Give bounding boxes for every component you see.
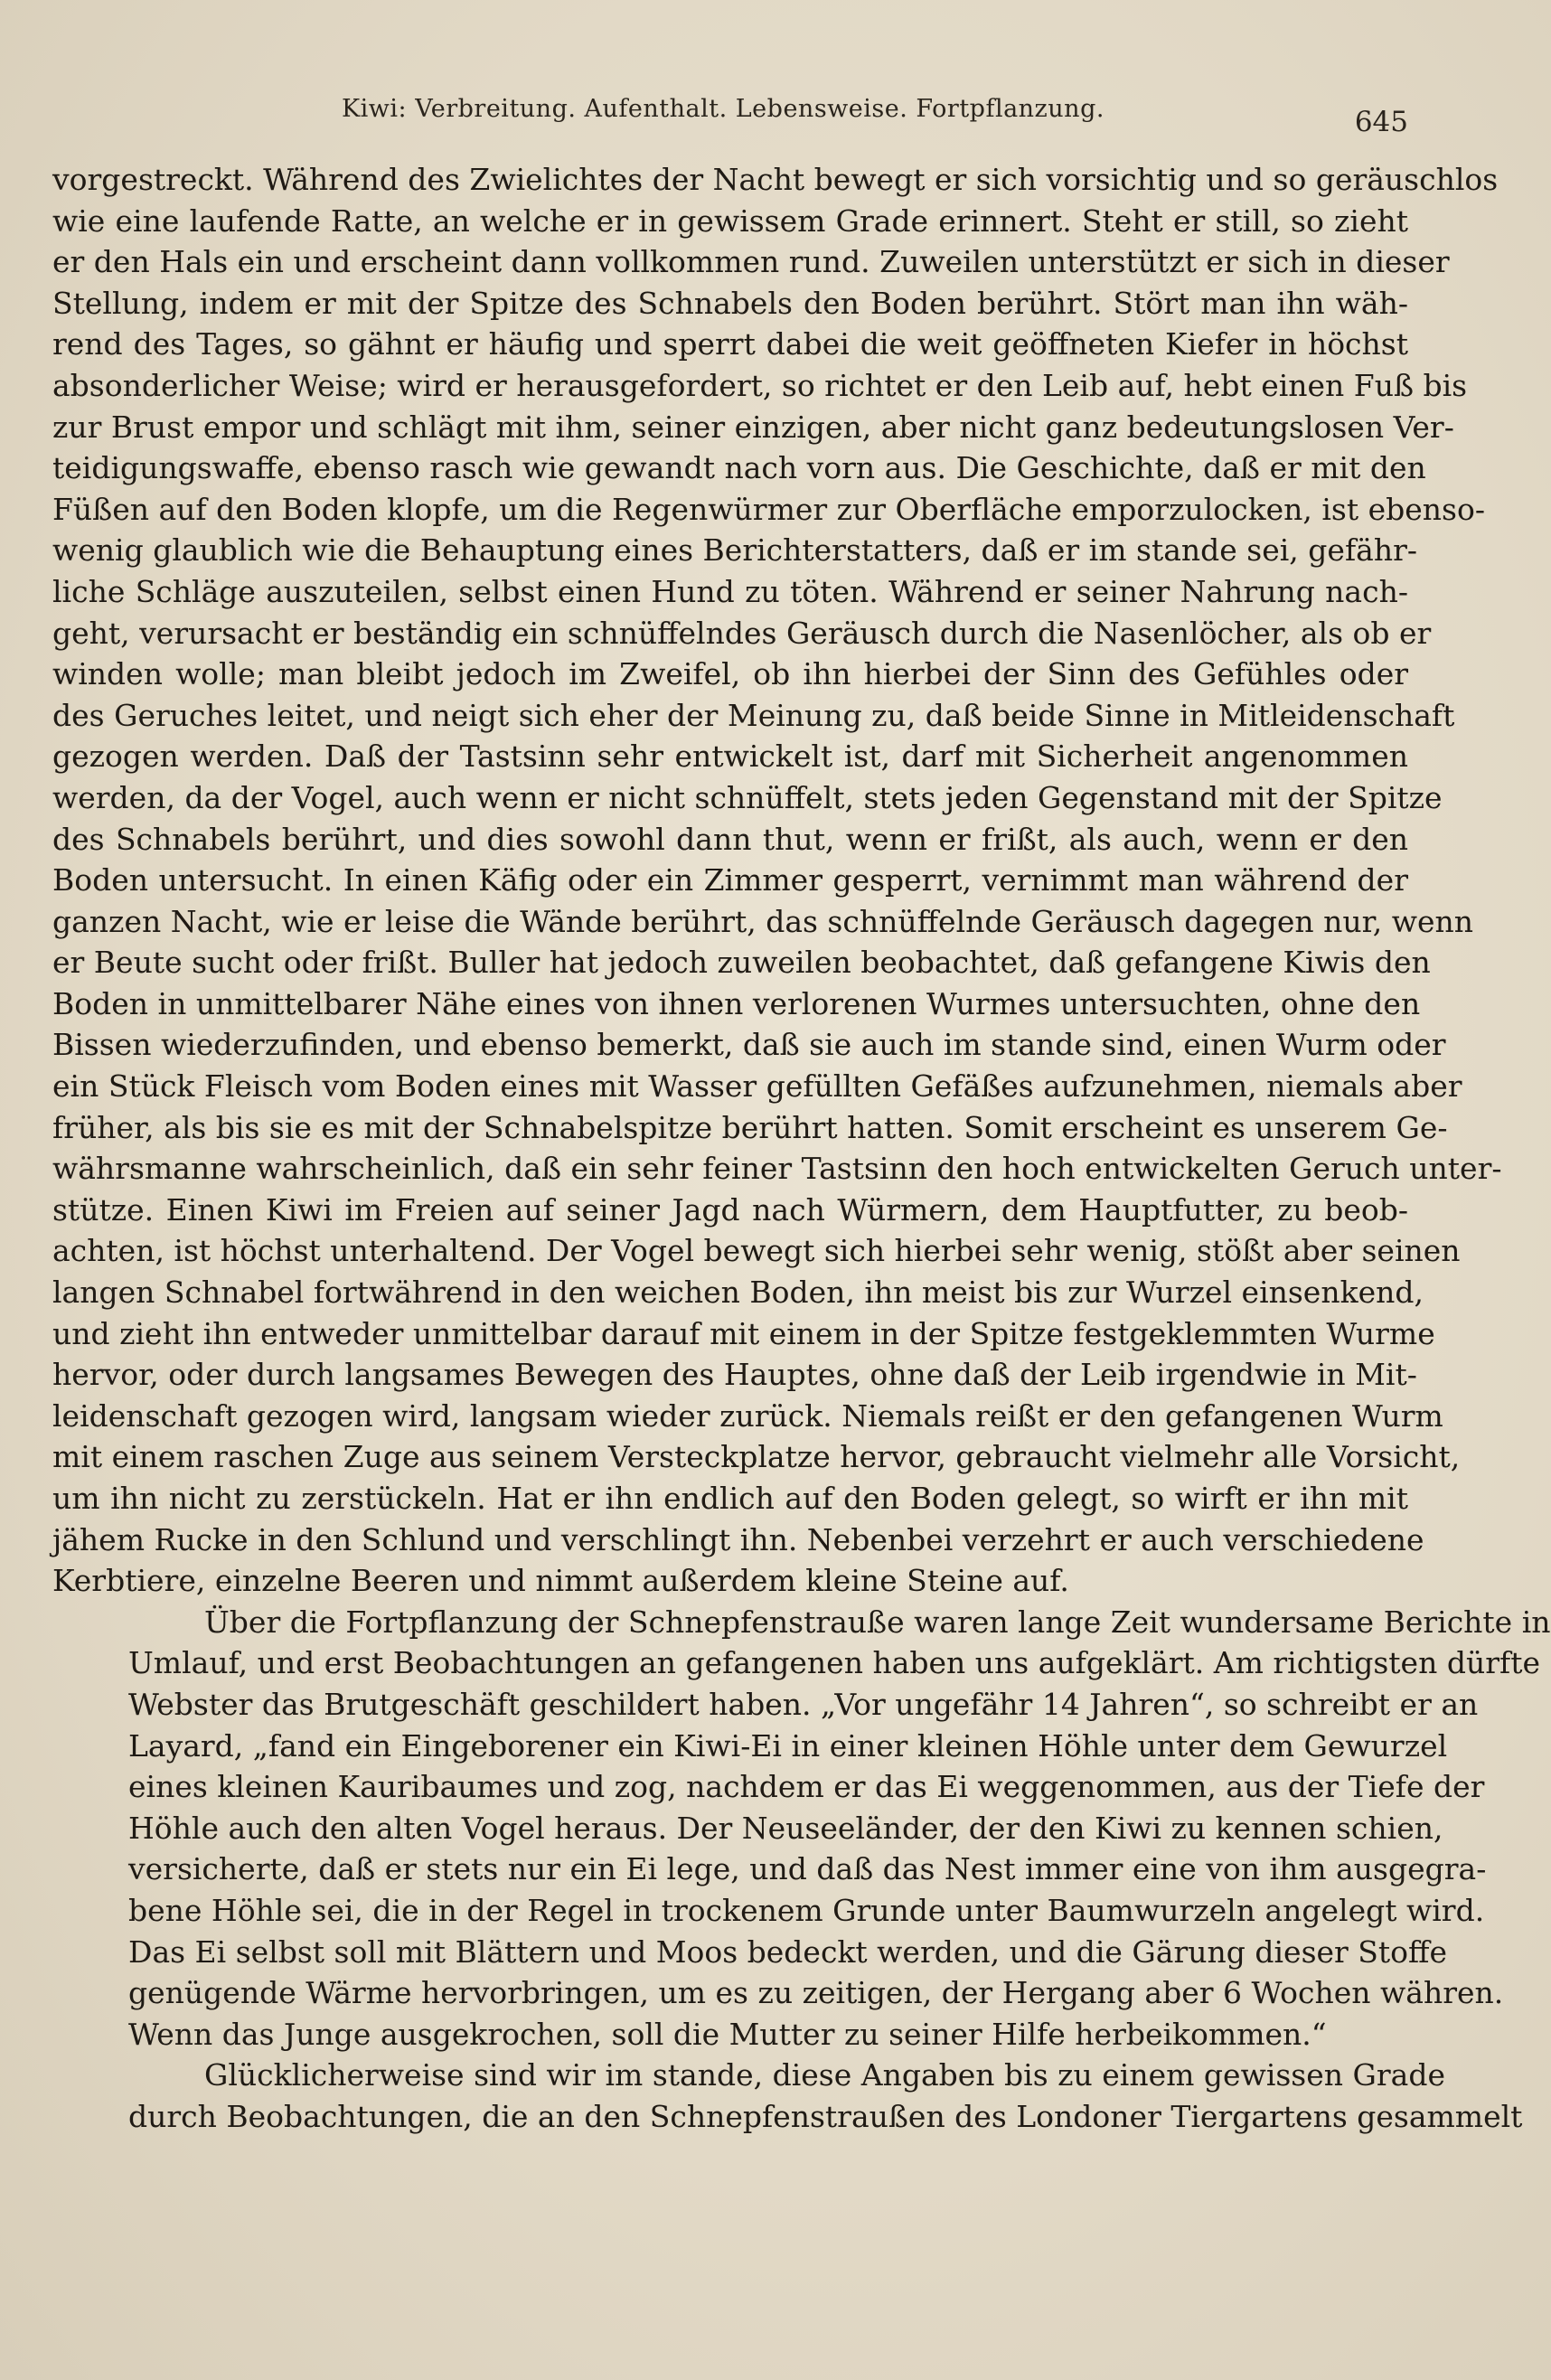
text-line: Webster das Brutgeschäft geschildert haben. „Vor ungefähr 14 Jahren“, so schreibt er an: [128, 1686, 1479, 1722]
text-line: des Schnabels berührt, und dies sowohl dann thut, wenn er frißt, als auch, wenn er den: [52, 821, 1408, 857]
text-line: er Beute sucht oder frißt. Buller hat jedoch zuweilen beobachtet, daß gefangene Kiwis den: [52, 945, 1431, 981]
text-line: Über die Fortpflanzung der Schnepfenstrauße waren lange Zeit wundersame Berichte in: [204, 1604, 1551, 1640]
text-line: Umlauf, und erst Beobachtungen an gefangenen haben uns aufgeklärt. Am richtigsten dürfte: [128, 1645, 1540, 1681]
text-line: wenig glaublich wie die Behauptung eines Berichterstatters, daß er im stande sei, gefähr-: [52, 532, 1418, 569]
running-title: Kiwi: Verbreitung. Aufenthalt. Lebensweise. Fortpflanzung.: [342, 95, 1104, 123]
text-line: Boden in unmittelbarer Nähe eines von ihnen verlorenen Wurmes untersuchten, ohne den: [52, 985, 1421, 1021]
text-line: Kerbtiere, einzelne Beeren und nimmt außerdem kleine Steine auf.: [52, 1563, 1069, 1599]
text-line: früher, als bis sie es mit der Schnabelspitze berührt hatten. Somit erscheint es unserem Ge-: [52, 1109, 1448, 1145]
body-text: [52, 159, 1551, 2138]
text-line: jähem Rucke in den Schlund und verschlingt ihn. Nebenbei verzehrt er auch verschiedene: [52, 1521, 1424, 1557]
text-line: er den Hals ein und erscheint dann vollkommen rund. Zuweilen unterstützt er sich in dieser: [52, 244, 1450, 280]
text-line: genügende Wärme hervorbringen, um es zu zeitigen, der Hergang aber 6 Wochen währen.: [128, 1975, 1504, 2011]
text-line: winden wolle; man bleibt jedoch im Zweifel, ob ihn hierbei der Sinn des Gefühles oder: [52, 656, 1408, 692]
text-line: leidenschaft gezogen wird, langsam wieder zurück. Niemals reißt er den gefangenen Wurm: [52, 1397, 1443, 1434]
page-number: 645: [1354, 106, 1408, 138]
text-line: stütze. Einen Kiwi im Freien auf seiner Jagd nach Würmern, dem Hauptfutter, zu beob-: [52, 1191, 1408, 1228]
text-line: rend des Tages, so gähnt er häufig und sperrt dabei die weit geöffneten Kiefer in höchst: [52, 326, 1408, 362]
text-line: Bissen wiederzufinden, und ebenso bemerkt, daß sie auch im stande sind, einen Wurm oder: [52, 1027, 1446, 1063]
text-line: absonderlicher Weise; wird er herausgefordert, so richtet er den Leib auf, hebt einen Fuß bis: [52, 367, 1468, 403]
text-line: Boden untersucht. In einen Käfig oder ein Zimmer gesperrt, vernimmt man während der: [52, 862, 1408, 898]
text-line: währsmanne wahrscheinlich, daß ein sehr feiner Tastsinn den hoch entwickelten Geruch unter-: [52, 1151, 1502, 1187]
text-line: vorgestreckt. Während des Zwielichtes der Nacht bewegt er sich vorsichtig und so geräuschlos: [52, 162, 1499, 197]
text-line: Höhle auch den alten Vogel heraus. Der Neuseeländer, der den Kiwi zu kennen schien,: [128, 1810, 1443, 1846]
text-line: Glücklicherweise sind wir im stande, diese Angaben bis zu einem gewissen Grade: [204, 2057, 1445, 2093]
text-line: gezogen werden. Daß der Tastsinn sehr entwickelt ist, darf mit Sicherheit angenommen: [52, 738, 1408, 775]
text-line: werden, da der Vogel, auch wenn er nicht schnüffelt, stets jeden Gegenstand mit der Spitze: [52, 779, 1443, 815]
text-line: Layard, „fand ein Eingeborener ein Kiwi-Ei in einer kleinen Höhle unter dem Gewurzel: [128, 1727, 1448, 1764]
text-line: des Geruches leitet, und neigt sich eher der Meinung zu, daß beide Sinne in Mitleidenschaft: [52, 697, 1455, 733]
text-line: liche Schläge auszuteilen, selbst einen Hund zu töten. Während er seiner Nahrung nach-: [52, 573, 1408, 609]
text-line: um ihn nicht zu zerstückeln. Hat er ihn endlich auf den Boden gelegt, so wirft er ihn mit: [52, 1481, 1408, 1516]
text-line: eines kleinen Kauribaumes und zog, nachdem er das Ei weggenommen, aus der Tiefe der: [128, 1769, 1485, 1805]
text-line: ganzen Nacht, wie er leise die Wände berührt, das schnüffelnde Geräusch dagegen nur, wenn: [52, 903, 1474, 939]
text-line: langen Schnabel fortwährend in den weichen Boden, ihn meist bis zur Wurzel einsenkend,: [52, 1275, 1424, 1311]
text-line: ein Stück Fleisch vom Boden eines mit Wasser gefüllten Gefäßes aufzunehmen, niemals aber: [52, 1068, 1462, 1105]
text-line: mit einem raschen Zuge aus seinem Versteckplatze hervor, gebraucht vielmehr alle Vorsicht,: [52, 1439, 1461, 1475]
text-line: bene Höhle sei, die in der Regel in trockenem Grunde unter Baumwurzeln angelegt wird.: [128, 1892, 1485, 1928]
text-line: Wenn das Junge ausgekrochen, soll die Mutter zu seiner Hilfe herbeikommen.“: [128, 2016, 1327, 2052]
text-line: Stellung, indem er mit der Spitze des Schnabels den Boden berührt. Stört man ihn wäh-: [52, 285, 1408, 321]
paragraph: [52, 2055, 1523, 2137]
text-line: durch Beobachtungen, die an den Schnepfenstraußen des Londoner Tiergartens gesammelt: [128, 2098, 1523, 2134]
running-head: [52, 95, 1408, 138]
text-line: geht, verursacht er beständig ein schnüffelndes Geräusch durch die Nasenlöcher, als ob er: [52, 615, 1432, 651]
text-line: und zieht ihn entweder unmittelbar darauf mit einem in der Spitze festgeklemmten Wurme: [52, 1315, 1435, 1351]
text-line: versicherte, daß er stets nur ein Ei lege, und daß das Nest immer eine von ihm ausgegra-: [128, 1851, 1487, 1887]
text-line: hervor, oder durch langsames Bewegen des Hauptes, ohne daß der Leib irgendwie in Mit-: [52, 1357, 1417, 1393]
paragraph: [52, 1602, 1551, 2055]
text-line: Füßen auf den Boden klopfe, um die Regenwürmer zur Oberfläche emporzulocken, ist ebenso-: [52, 491, 1485, 527]
text-line: wie eine laufende Ratte, an welche er in gewissem Grade erinnert. Steht er still, so zieht: [52, 202, 1408, 239]
text-line: zur Brust empor und schlägt mit ihm, seiner einzigen, aber nicht ganz bedeutungslosen Ver-: [52, 409, 1454, 445]
text-line: achten, ist höchst unterhaltend. Der Vogel bewegt sich hierbei sehr wenig, stößt aber seinen: [52, 1233, 1461, 1269]
paragraph: [52, 159, 1502, 1602]
text-line: Das Ei selbst soll mit Blättern und Moos bedeckt werden, und die Gärung dieser Stoffe: [128, 1933, 1448, 1970]
text-line: teidigungswaffe, ebenso rasch wie gewandt nach vorn aus. Die Geschichte, daß er mit den: [52, 450, 1426, 486]
